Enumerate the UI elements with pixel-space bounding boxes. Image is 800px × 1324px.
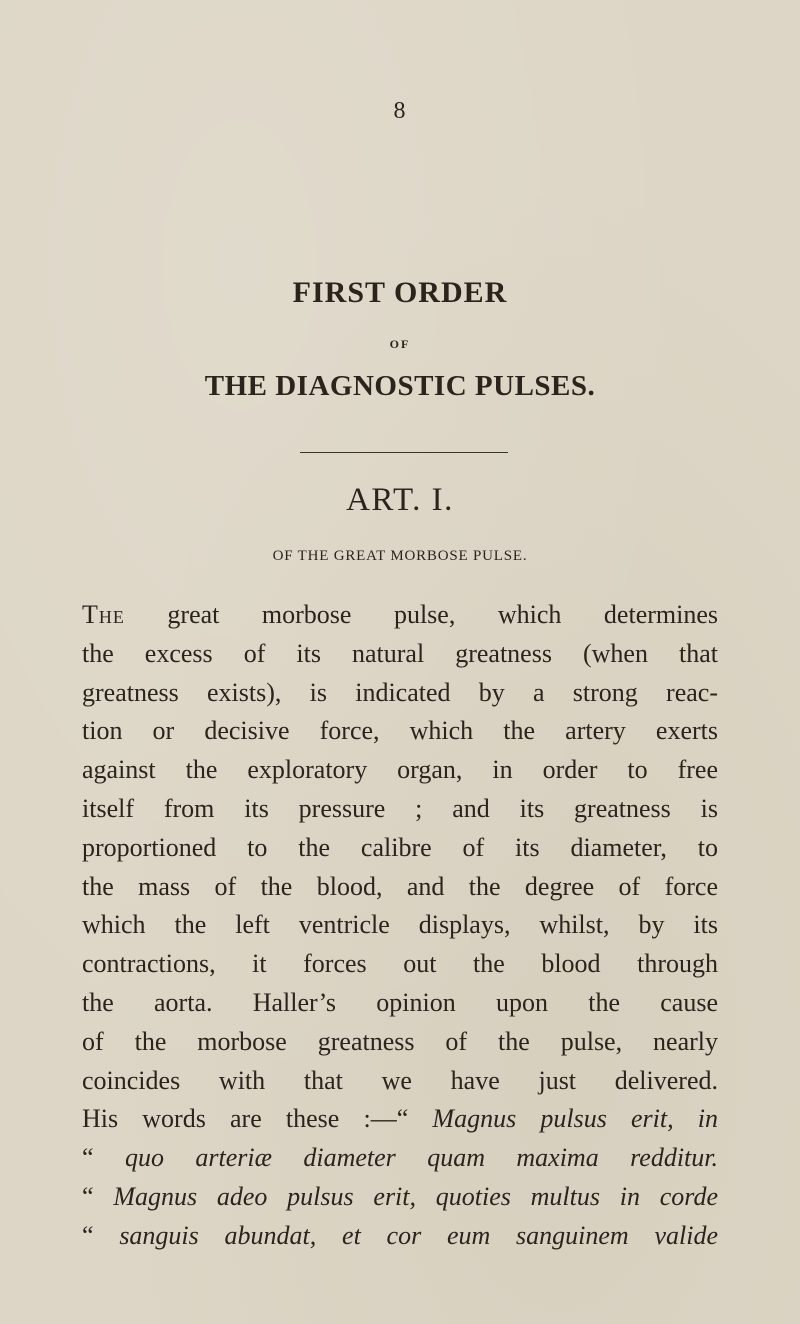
article-subtitle: OF THE GREAT MORBOSE PULSE. xyxy=(272,548,528,564)
text-line: the mass of the blood, and the degree of force xyxy=(82,871,718,901)
text-line: His words are these :—“ Magnus pulsus erit, in xyxy=(82,1104,718,1134)
text-line: tion or decisive force, which the artery exerts xyxy=(82,716,718,746)
text-line: against the exploratory organ, in order to free xyxy=(82,755,718,785)
text-line: contractions, it forces out the blood through xyxy=(82,949,718,979)
of-heading: OF xyxy=(389,337,411,351)
text-line: “ Magnus adeo pulsus erit, quoties multus in corde xyxy=(82,1181,718,1211)
text-line: which the left ventricle displays, whilst, by its xyxy=(82,910,718,940)
text-line: greatness exists), is indicated by a strong reac- xyxy=(82,677,718,707)
text-line: itself from its pressure ; and its greatness is xyxy=(82,793,718,823)
text-line: The great morbose pulse, which determines xyxy=(82,600,718,629)
text-line: of the morbose greatness of the pulse, nearly xyxy=(82,1026,718,1056)
pulses-heading: THE DIAGNOSTIC PULSES. xyxy=(204,370,596,402)
lead-word: The xyxy=(82,600,125,629)
text-line: proportioned to the calibre of its diameter, to xyxy=(82,832,718,862)
order-heading: FIRST ORDER xyxy=(292,276,508,309)
text-line: coincides with that we have just delivered. xyxy=(82,1065,718,1095)
page-number: 8 xyxy=(393,98,407,124)
text-line: “ quo arteriæ diameter quam maxima redditur. xyxy=(82,1143,718,1173)
text-line: the excess of its natural greatness (when that xyxy=(82,638,718,668)
text-line: “ sanguis abundat, et cor eum sanguinem valide xyxy=(82,1220,719,1250)
divider-rule xyxy=(300,452,508,453)
body-text xyxy=(82,596,718,1256)
text-line: the aorta. Haller’s opinion upon the cause xyxy=(82,987,718,1017)
article-heading: ART. I. xyxy=(346,482,454,518)
